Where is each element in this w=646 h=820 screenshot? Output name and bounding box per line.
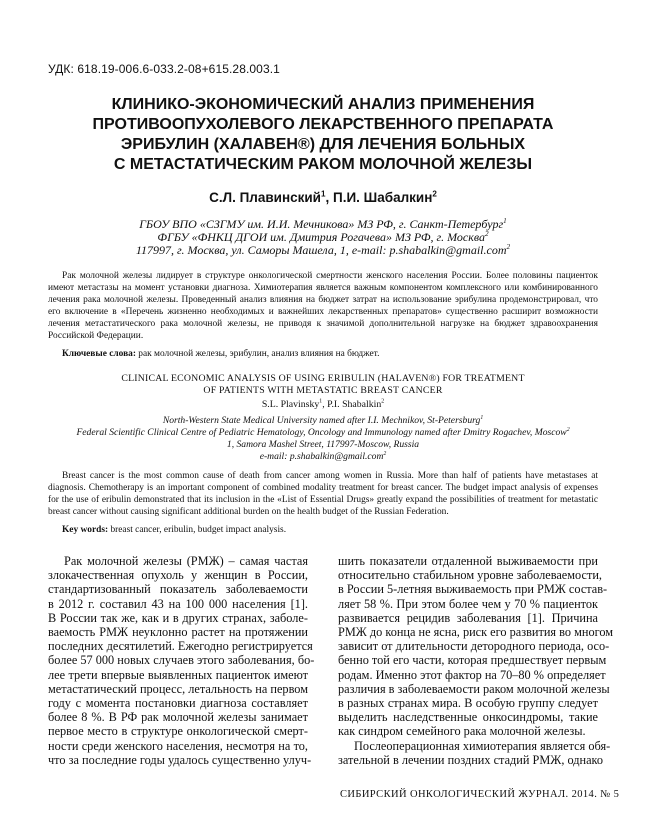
body-line: зательной в лечении поздних стадий РМЖ, однако (338, 752, 604, 767)
author-affil-marker: 2 (381, 398, 385, 405)
body-line: в 2012 г. составил 43 на 100 000 населения [1]. (48, 596, 308, 611)
author-separator: , (325, 190, 334, 205)
keywords-ru (48, 348, 598, 360)
authors-en (0, 399, 646, 410)
affiliation-text: e-mail: p.shabalkin@gmail.com (259, 451, 384, 462)
body-line: что за последние годы удалось существенно улуч- (48, 752, 312, 767)
body-line: лее трети впервые выявленных пациенток имеют (48, 667, 308, 682)
body-line: в разных странах мира. В особую группу следует (338, 696, 598, 711)
body-line: ности среди женского населения, несмотря на то, (48, 738, 308, 753)
body-line: Послеоперационная химиотерапия является обя- (354, 738, 611, 753)
affiliation-text: ГБОУ ВПО «СЗГМУ им. И.И. Мечникова» МЗ РФ, г. Санкт-Петербург (139, 217, 504, 231)
body-line: родам. Именно этот фактор на 70–80 % определяет (338, 667, 606, 682)
body-line: выделить наследственные онкосиндромы, такие (338, 710, 598, 725)
body-line: как синдром семейного рака молочной железы. (338, 724, 586, 739)
affiliation-text: Federal Scientific Clinical Centre of Pediatric Hematology, Oncology and Immunology named after Dmitry Rogachev, Moscow (76, 427, 567, 438)
author-affil-marker: 2 (432, 189, 437, 199)
author-name: S.L. Plavinsky (261, 399, 320, 410)
abstract-text: Рак молочной железы лидирует в структуре онкологической смертности женского населения России. Более половины пациенток имеют метастазы на момент установки диагноза. Химиотерапия является важным компонентом комплексного или комбинированного лечения рака молочной железы. Проведенный анализ влияния на бюджет затрат на использование эрибулина продемонстрировал, что его включение в «Перечень жизненно необходимых и важнейших лекарственных препаратов» существенно расширит возможности лечения метастатического рака молочной железы, не приводя к значимой дополнительной нагрузке на бюджет здравоохранения Российской Федерации. (48, 271, 598, 341)
author-separator: , (322, 399, 328, 410)
journal-footer: СИБИРСКИЙ ОНКОЛОГИЧЕСКИЙ ЖУРНАЛ. 2014. № 5 (340, 789, 620, 800)
abstract-text: Breast cancer is the most common cause of death from cancer among women in Russia. More than half of patients have metastases at diagnosis. Chemotherapy is an important component of combined modality treatment for breast cancer. The budget impact analysis of expenses for the use of eribulin demonstrated that its inclusion in the «List of Essential Drugs» greatly expand the possibilities of treatment for metastatic breast cancer without causing significant additional burden on the health budget of the Russian Federation. (48, 471, 598, 517)
article-title-ru (40, 95, 606, 175)
body-line: РМЖ до конца не ясна, риск его развития во многом (338, 625, 614, 640)
body-line: зависит от длительности детородного периода, осо- (338, 639, 610, 654)
author-name: P.I. Shabalkin (327, 399, 382, 410)
body-line: более 8 %. В РФ рак молочной железы занимает (48, 710, 308, 725)
udk-code: УДК: 618.19-006.6-033.2-08+615.28.003.1 (48, 62, 280, 76)
title-line: ПРОТИВООПУХОЛЕВОГО ЛЕКАРСТВЕННОГО ПРЕПАРАТА (92, 116, 554, 133)
body-line: ляет 58 %. При этом более чем у 70 % пациенток (338, 596, 598, 611)
keywords-text: breast cancer, eribulin, budget impact analysis. (110, 525, 287, 535)
body-line: В России так же, как и в других странах, заболе- (48, 610, 308, 625)
keywords-label: Key words: (62, 525, 109, 535)
abstract-ru (48, 270, 598, 360)
affiliation-text: 117997, г. Москва, ул. Саморы Машела, 1, e-mail: p.shabalkin@gmail.com (135, 243, 507, 257)
author-name: П.И. Шабалкин (333, 190, 433, 205)
affiliation-line (30, 439, 616, 451)
affiliation-marker: 2 (383, 450, 387, 457)
affiliation-text: North-Western State Medical University named after I.I. Mechnikov, St-Petersburg (162, 415, 481, 426)
affiliation-text: 1, Samora Mashel Street, 117997-Moscow, Russia (226, 439, 420, 450)
affiliation-text: ФГБУ «ФНКЦ ДГОИ им. Дмитрия Рогачева» МЗ РФ, г. Москва (157, 230, 485, 244)
title-line: КЛИНИКО-ЭКОНОМИЧЕСКИЙ АНАЛИЗ ПРИМЕНЕНИЯ (111, 96, 535, 113)
affiliation-marker: 2 (506, 243, 511, 251)
keywords-text: рак молочной железы, эрибулин, анализ влияния на бюджет. (138, 349, 380, 359)
affiliation-line (30, 415, 616, 427)
affiliation-marker: 1 (480, 414, 484, 421)
body-line: году с момента постановки диагноза составляет (48, 696, 308, 711)
abstract-en (48, 470, 598, 536)
affiliation-line (30, 427, 616, 439)
title-line: ЭРИБУЛИН (ХАЛАВЕН®) ДЛЯ ЛЕЧЕНИЯ БОЛЬНЫХ (120, 136, 526, 153)
keywords-label: Ключевые слова: (62, 349, 136, 359)
body-line: в России 5-летняя выживаемость при РМЖ состав- (338, 582, 608, 597)
authors-ru (0, 190, 646, 205)
title-line: OF PATIENTS WITH METASTATIC BREAST CANCER (203, 385, 443, 396)
keywords-en (48, 524, 598, 536)
body-line: Рак молочной железы (РМЖ) – самая частая (64, 554, 308, 568)
affiliations-en (30, 415, 616, 463)
body-line: метастатический процесс, летальность на первом (48, 681, 308, 696)
body-line: стандартизованный показатель заболеваемости (48, 582, 308, 597)
body-column-right (338, 554, 614, 767)
body-line: последних десятилетий. Ежегодно регистрируется (48, 639, 313, 654)
article-title-en (40, 373, 606, 397)
author-affil-marker: 1 (320, 189, 326, 199)
body-line: развивается рецидив заболевания [1]. Причина (338, 610, 598, 625)
body-line: ваемость РМЖ неуклонно растет на протяжении (48, 625, 308, 640)
title-line: CLINICAL ECONOMIC ANALYSIS OF USING ERIBULIN (HALAVEN®) FOR TREATMENT (121, 373, 525, 384)
body-line: первое место в структуре онкологической смерт- (48, 724, 308, 739)
body-line: шить показатели отдаленной выживаемости при (338, 554, 598, 568)
affiliation-line (30, 451, 616, 463)
affiliation-line (40, 244, 606, 257)
body-line: более 57 000 новых случаев этого заболевания, бо- (48, 653, 315, 668)
affiliation-marker: 2 (566, 426, 570, 433)
body-line: бенно той его части, которая предшествует первым (338, 653, 607, 668)
affiliation-marker: 1 (503, 217, 507, 225)
body-line: различия в заболеваемости раком молочной железы (338, 681, 610, 696)
body-column-left (48, 554, 315, 767)
affiliation-marker: 2 (484, 230, 489, 238)
title-line: С МЕТАСТАТИЧЕСКИМ РАКОМ МОЛОЧНОЙ ЖЕЛЕЗЫ (113, 156, 533, 173)
author-name: С.Л. Плавинский (209, 190, 321, 205)
affiliations-ru (40, 218, 606, 257)
body-line: относительно стабильном уровне заболеваемости, (338, 568, 602, 583)
author-affil-marker: 1 (319, 398, 323, 405)
body-line: злокачественная опухоль у женщин в России, (48, 568, 308, 583)
